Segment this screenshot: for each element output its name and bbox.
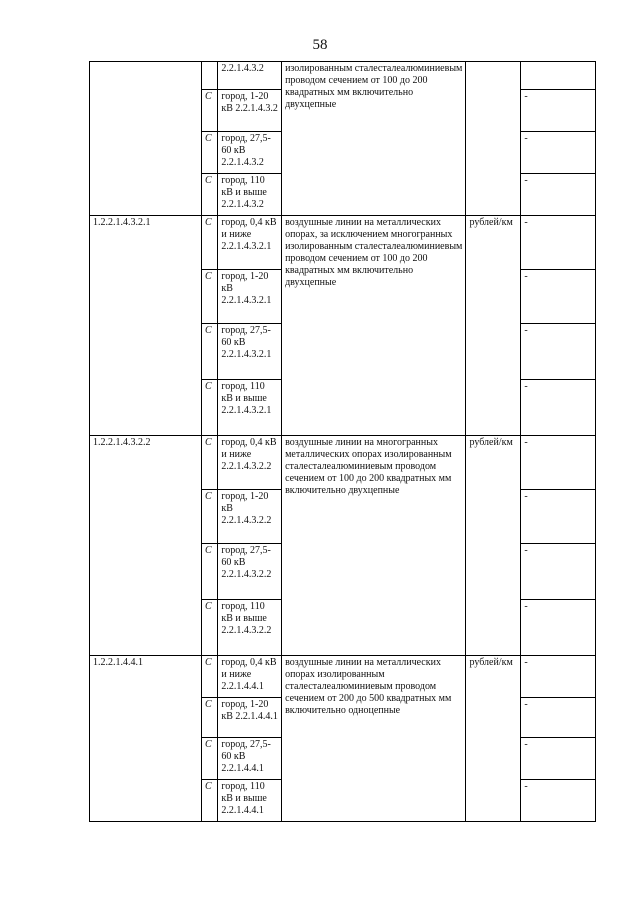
row-value: - <box>521 380 596 436</box>
row-value: - <box>521 600 596 656</box>
row-letter: С <box>201 544 217 600</box>
row-category: город, 1-20 кВ 2.2.1.4.3.2.2 <box>218 490 282 544</box>
row-code: 1.2.2.1.4.3.2.1 <box>90 216 202 436</box>
row-letter: С <box>201 738 217 780</box>
row-description: воздушные линии на многогранных металлических опорах изолированным сталесталеалюминиевым проводом сечением от 100 до 200 квадратных мм включительно двухцепные <box>282 436 466 656</box>
page-number: 58 <box>312 37 328 53</box>
table-row <box>90 216 596 270</box>
row-letter: С <box>201 656 217 698</box>
row-category: город, 1-20 кВ 2.2.1.4.3.2 <box>218 90 282 132</box>
row-unit: рублей/км <box>466 436 521 656</box>
row-category: город, 27,5-60 кВ 2.2.1.4.4.1 <box>218 738 282 780</box>
row-category: город, 1-20 кВ 2.2.1.4.3.2.1 <box>218 270 282 324</box>
row-letter: С <box>201 436 217 490</box>
row-value: - <box>521 174 596 216</box>
row-letter: С <box>201 270 217 324</box>
row-code: 1.2.2.1.4.3.2.2 <box>90 436 202 656</box>
row-letter: С <box>201 216 217 270</box>
row-code: 1.2.2.1.4.4.1 <box>90 656 202 822</box>
row-category: город, 110 кВ и выше 2.2.1.4.3.2.1 <box>218 380 282 436</box>
row-value: - <box>521 270 596 324</box>
row-value: - <box>521 436 596 490</box>
row-value: - <box>521 324 596 380</box>
row-category: город, 0,4 кВ и ниже 2.2.1.4.4.1 <box>218 656 282 698</box>
row-value: - <box>521 738 596 780</box>
row-letter: С <box>201 698 217 738</box>
row-letter: С <box>201 380 217 436</box>
rates-table <box>89 61 596 822</box>
row-letter: С <box>201 132 217 174</box>
row-category: город, 27,5-60 кВ 2.2.1.4.3.2.2 <box>218 544 282 600</box>
table-row <box>90 656 596 698</box>
row-value <box>521 62 596 90</box>
row-value: - <box>521 490 596 544</box>
row-value: - <box>521 90 596 132</box>
row-value: - <box>521 544 596 600</box>
row-unit: рублей/км <box>466 216 521 436</box>
row-category: город, 110 кВ и выше 2.2.1.4.4.1 <box>218 780 282 822</box>
row-letter: С <box>201 324 217 380</box>
row-letter: С <box>201 600 217 656</box>
row-unit: рублей/км <box>466 656 521 822</box>
row-value: - <box>521 216 596 270</box>
row-letter: С <box>201 780 217 822</box>
row-category: город, 1-20 кВ 2.2.1.4.4.1 <box>218 698 282 738</box>
row-category: город, 27,5-60 кВ 2.2.1.4.3.2 <box>218 132 282 174</box>
table-row <box>90 436 596 490</box>
row-unit <box>466 62 521 216</box>
row-description: воздушные линии на металлических опорах изолированным сталесталеалюминиевым проводом сечением от 200 до 500 квадратных мм включительно одноцепные <box>282 656 466 822</box>
row-letter: С <box>201 174 217 216</box>
row-category: город, 0,4 кВ и ниже 2.2.1.4.3.2.2 <box>218 436 282 490</box>
row-value: - <box>521 656 596 698</box>
row-category: город, 110 кВ и выше 2.2.1.4.3.2 <box>218 174 282 216</box>
row-letter: С <box>201 490 217 544</box>
table-row <box>90 62 596 90</box>
row-code <box>90 62 202 216</box>
row-category: город, 27,5-60 кВ 2.2.1.4.3.2.1 <box>218 324 282 380</box>
row-description: изолированным сталесталеалюминиевым проводом сечением от 100 до 200 квадратных мм включительно двухцепные <box>282 62 466 216</box>
row-value: - <box>521 780 596 822</box>
row-category: 2.2.1.4.3.2 <box>218 62 282 90</box>
row-category: город, 0,4 кВ и ниже 2.2.1.4.3.2.1 <box>218 216 282 270</box>
row-letter <box>201 62 217 90</box>
row-value: - <box>521 132 596 174</box>
row-category: город, 110 кВ и выше 2.2.1.4.3.2.2 <box>218 600 282 656</box>
row-value: - <box>521 698 596 738</box>
row-letter: С <box>201 90 217 132</box>
row-description: воздушные линии на металлических опорах, за исключением многогранных изолированным сталесталеалюминиевым проводом сечением от 100 до 200 квадратных мм включительно двухцепные <box>282 216 466 436</box>
